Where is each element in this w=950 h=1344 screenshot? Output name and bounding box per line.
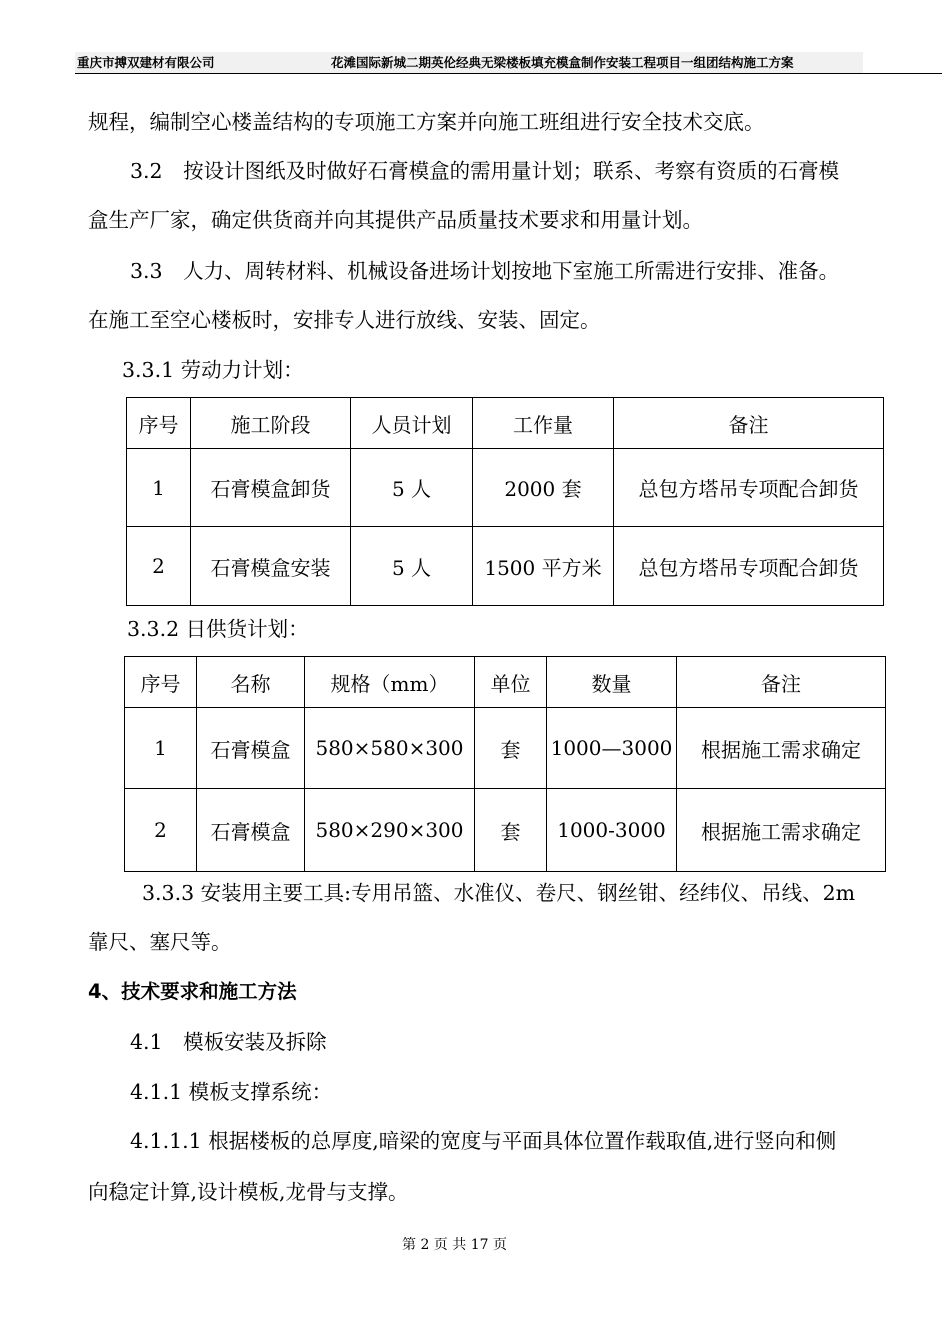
table-cell: 石膏模盒卸货 xyxy=(191,449,351,527)
table1-title: 3.3.1 劳动力计划： xyxy=(122,358,304,382)
table-header-cell: 工作量 xyxy=(473,398,614,449)
table-cell: 2000 套 xyxy=(473,449,614,527)
paragraph-4-1-1-1-line1: 4.1.1.1 根据楼板的总厚度,暗梁的宽度与平面具体位置作载取值,进行竖向和侧 xyxy=(130,1129,837,1153)
table-header-cell: 人员计划 xyxy=(351,398,473,449)
table-header-cell: 序号 xyxy=(125,657,197,708)
supply-plan-table xyxy=(124,656,886,872)
table-cell: 根据施工需求确定 xyxy=(677,789,886,872)
labor-plan-table xyxy=(126,397,884,606)
table-cell: 580×290×300 xyxy=(305,789,475,872)
header-divider xyxy=(75,73,942,74)
paragraph-4-1: 4.1 模板安装及拆除 xyxy=(130,1030,327,1054)
paragraph-regulation: 规程，编制空心楼盖结构的专项施工方案并向施工班组进行安全技术交底。 xyxy=(88,110,765,134)
table-header-cell: 数量 xyxy=(547,657,677,708)
table-header-cell: 序号 xyxy=(127,398,191,449)
table-row xyxy=(127,449,884,527)
table-cell: 1 xyxy=(125,708,197,789)
paragraph-3-3-3-line2: 靠尺、塞尺等。 xyxy=(88,930,232,954)
table-cell: 1000—3000 xyxy=(547,708,677,789)
table-cell: 套 xyxy=(475,789,547,872)
table-cell: 2 xyxy=(125,789,197,872)
paragraph-4-1-1: 4.1.1 模板支撑系统： xyxy=(130,1080,333,1104)
table-row xyxy=(127,527,884,606)
table-header-cell: 备注 xyxy=(677,657,886,708)
table-cell: 2 xyxy=(127,527,191,606)
table-cell: 5 人 xyxy=(351,527,473,606)
table-header-cell: 规格（mm） xyxy=(305,657,475,708)
table-cell: 套 xyxy=(475,708,547,789)
table2-title: 3.3.2 日供货计划： xyxy=(127,617,309,641)
table-row xyxy=(125,708,886,789)
table-header-cell: 单位 xyxy=(475,657,547,708)
table-cell: 石膏模盒 xyxy=(197,708,305,789)
table-header-cell: 名称 xyxy=(197,657,305,708)
paragraph-3-3-line2: 在施工至空心楼板时，安排专人进行放线、安装、固定。 xyxy=(88,308,601,332)
header-project-title: 花滩国际新城二期英伦经典无梁楼板填充模盒制作安装工程项目一组团结构施工方案 xyxy=(329,52,863,73)
table-cell: 石膏模盒 xyxy=(197,789,305,872)
table-cell: 5 人 xyxy=(351,449,473,527)
table-cell: 总包方塔吊专项配合卸货 xyxy=(614,449,884,527)
table-header-row xyxy=(125,657,886,708)
table-row xyxy=(125,789,886,872)
table-header-row xyxy=(127,398,884,449)
paragraph-3-2-line1: 3.2 按设计图纸及时做好石膏模盒的需用量计划；联系、考察有资质的石膏模 xyxy=(130,159,840,183)
paragraph-4-1-1-1-line2: 向稳定计算,设计模板,龙骨与支撑。 xyxy=(88,1180,409,1204)
section-heading-4: 4、技术要求和施工方法 xyxy=(88,980,297,1003)
table-cell: 1 xyxy=(127,449,191,527)
page-number: 第 2 页 共 17 页 xyxy=(402,1237,507,1253)
table-cell: 根据施工需求确定 xyxy=(677,708,886,789)
table-cell: 1500 平方米 xyxy=(473,527,614,606)
table-header-cell: 备注 xyxy=(614,398,884,449)
table-cell: 总包方塔吊专项配合卸货 xyxy=(614,527,884,606)
paragraph-3-3-3-line1: 3.3.3 安装用主要工具:专用吊篮、水准仪、卷尺、钢丝钳、经纬仪、吊线、2m xyxy=(142,881,856,905)
paragraph-3-2-line2: 盒生产厂家，确定供货商并向其提供产品质量技术要求和用量计划。 xyxy=(88,208,703,232)
table-cell: 580×580×300 xyxy=(305,708,475,789)
header-company: 重庆市搏双建材有限公司 xyxy=(75,52,329,73)
table-cell: 石膏模盒安装 xyxy=(191,527,351,606)
table-cell: 1000-3000 xyxy=(547,789,677,872)
paragraph-3-3-line1: 3.3 人力、周转材料、机械设备进场计划按地下室施工所需进行安排、准备。 xyxy=(130,259,840,283)
table-header-cell: 施工阶段 xyxy=(191,398,351,449)
